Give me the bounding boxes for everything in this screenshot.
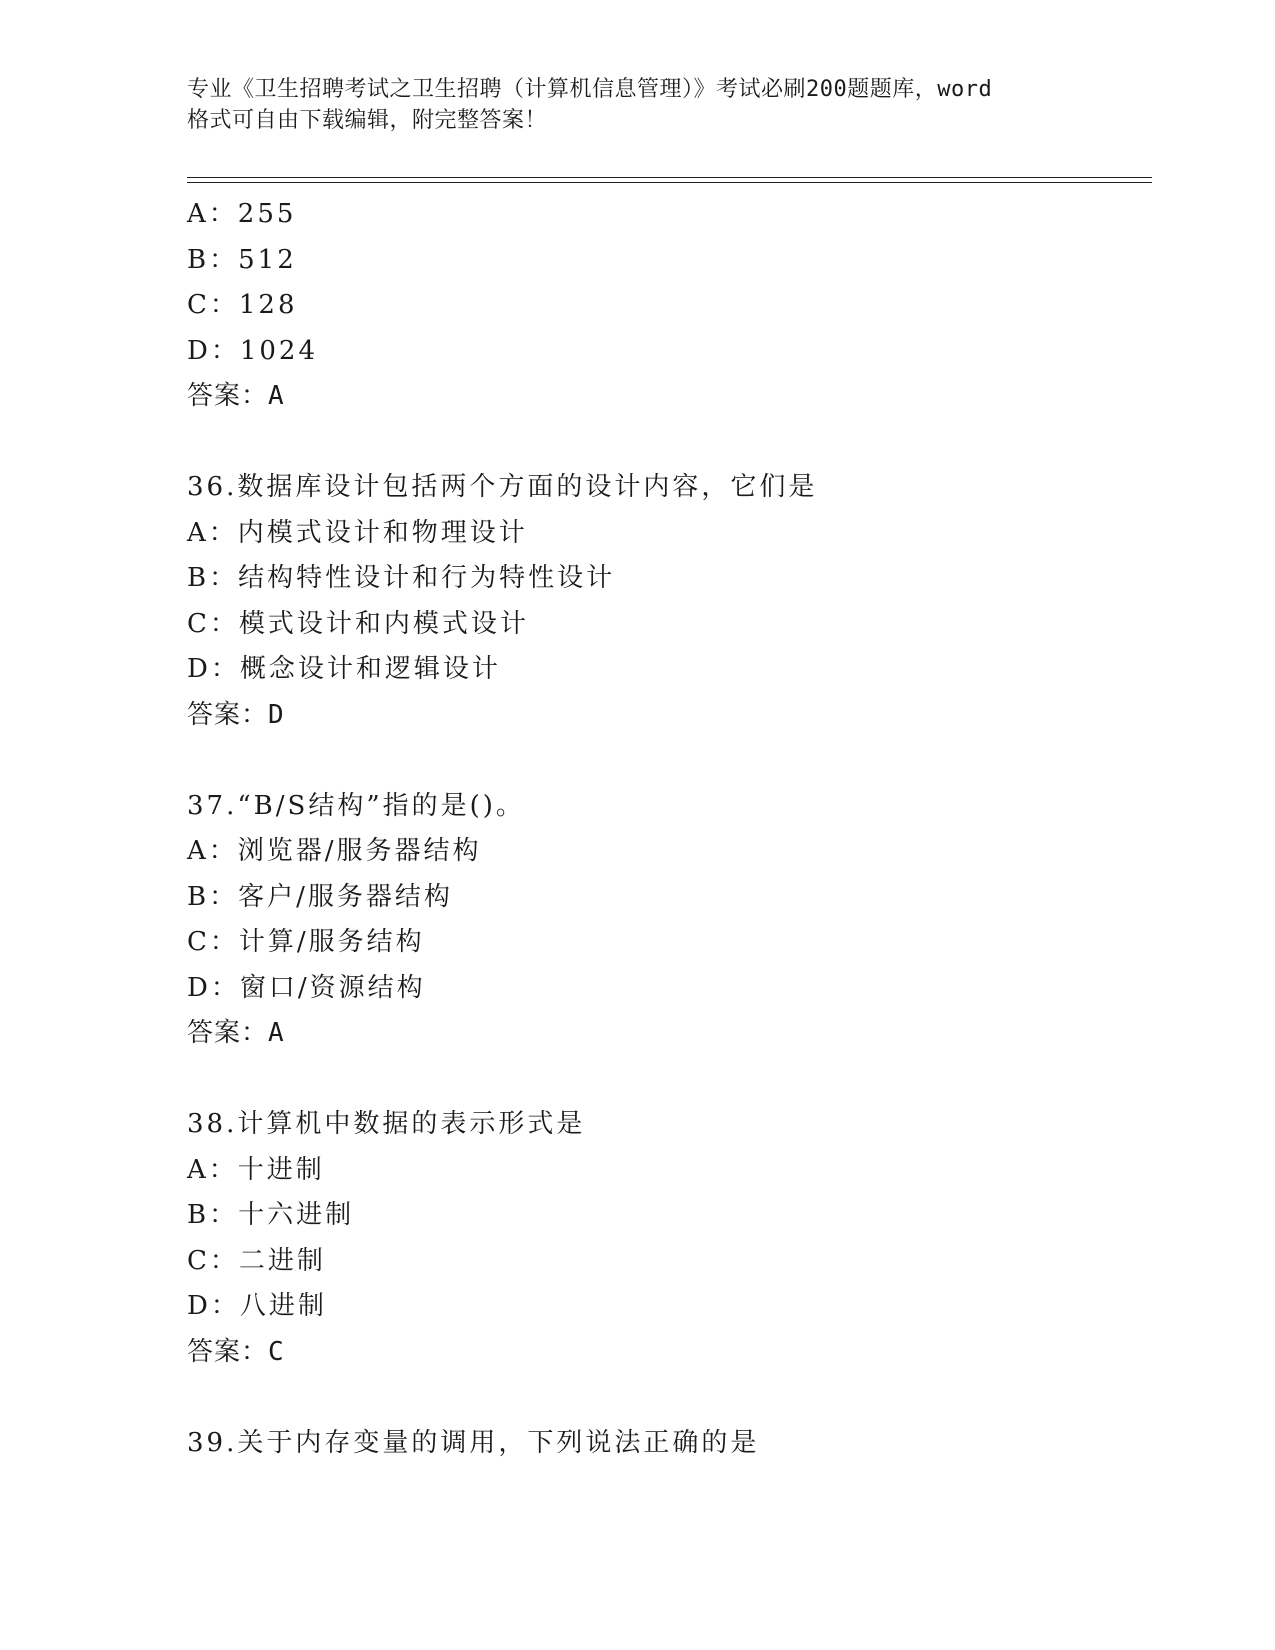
option-b: B：结构特性设计和行为特性设计 [187,563,616,593]
question-text: 37.“B/S结构”指的是()。 [187,790,525,821]
option-d: D：窗口/资源结构 [187,972,426,1003]
document-header [187,74,1087,136]
option-d: D：概念设计和逻辑设计 [187,654,501,684]
header-line-1: 专业《卫生招聘考试之卫生招聘（计算机信息管理）》考试必刷200题题库，word [187,77,993,102]
spacer [187,1375,1147,1421]
spacer [187,420,1147,466]
option-c: C：128 [187,290,298,320]
option-a: A：十进制 [187,1154,325,1185]
question-list [187,192,1147,1466]
header-divider-top [187,177,1152,178]
answer-line: 答案：C [187,1336,285,1367]
option-a: A：浏览器/服务器结构 [187,836,482,866]
option-c: C：二进制 [187,1245,326,1276]
header-divider-bottom [187,182,1152,183]
option-d: D：1024 [187,335,319,366]
option-a: A：内模式设计和物理设计 [187,517,528,548]
option-a: A：255 [187,199,297,229]
option-b: B：客户/服务器结构 [187,881,453,912]
option-b: B：512 [187,244,297,275]
option-c: C：计算/服务结构 [187,927,425,957]
option-b: B：十六进制 [187,1200,355,1230]
question-37-block [187,784,1147,1057]
question-36-block [187,465,1147,738]
question-39-block [187,1421,1147,1467]
question-text: 38.计算机中数据的表示形式是 [187,1109,586,1139]
question-text: 39.关于内存变量的调用，下列说法正确的是 [187,1427,760,1458]
question-text: 36.数据库设计包括两个方面的设计内容，它们是 [187,472,818,502]
question-38-block [187,1102,1147,1375]
spacer [187,1057,1147,1103]
option-d: D：八进制 [187,1291,327,1321]
spacer [187,738,1147,784]
answer-line: 答案：A [187,1018,285,1048]
option-c: C：模式设计和内模式设计 [187,608,529,639]
question-35-block [187,192,1147,420]
header-line-2: 格式可自由下载编辑，附完整答案！ [187,108,548,133]
answer-line: 答案：D [187,699,285,730]
answer-line: 答案：A [187,381,285,411]
